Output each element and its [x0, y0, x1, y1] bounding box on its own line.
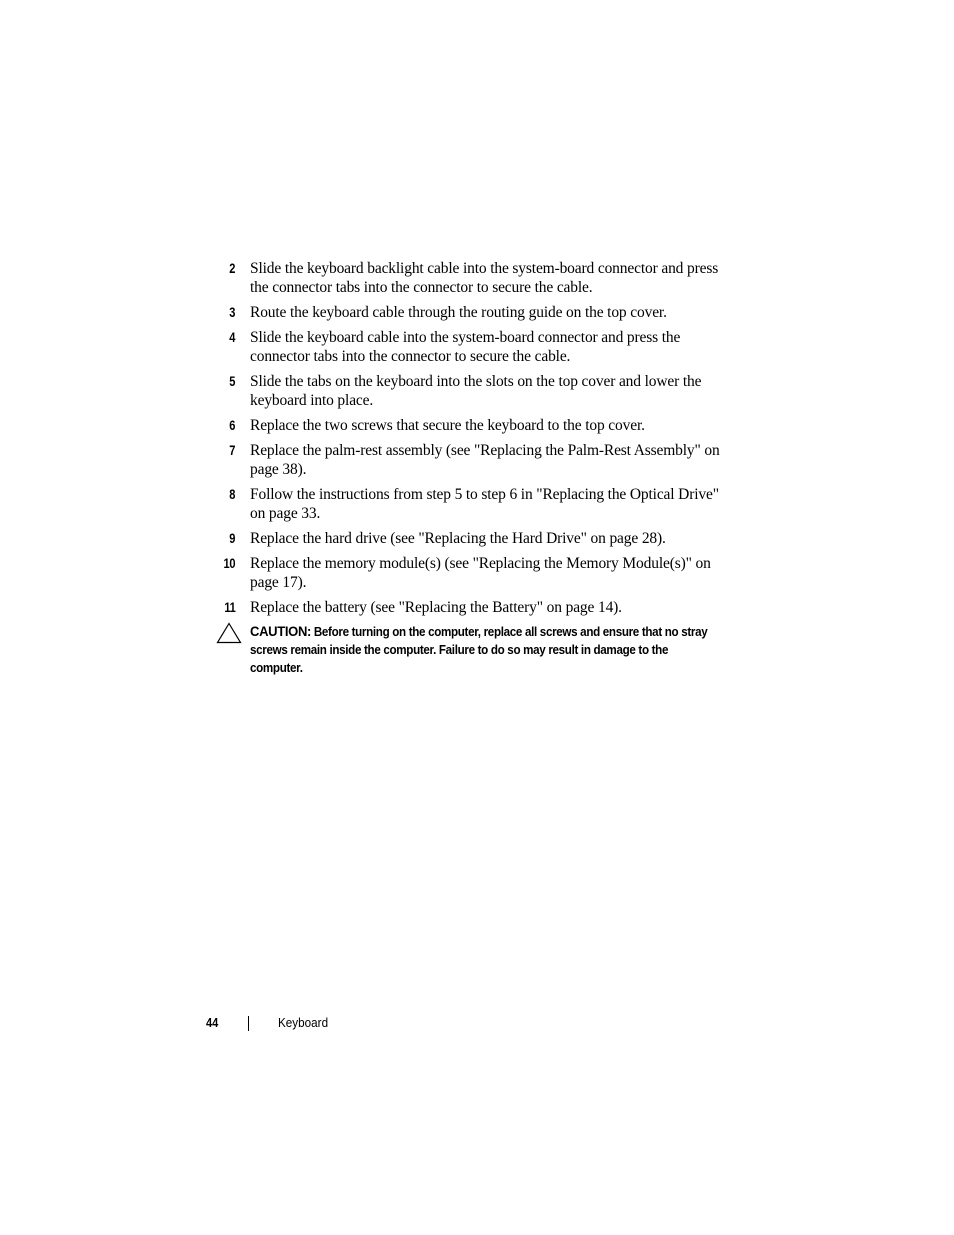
step-text: Replace the two screws that secure the keyboard to the top cover. — [250, 417, 645, 434]
step-text: Route the keyboard cable through the routing guide on the top cover. — [250, 304, 667, 321]
step-item — [0, 598, 954, 617]
chapter-title: Keyboard — [278, 1015, 329, 1030]
step-number: 5 — [229, 374, 235, 389]
caution-text-block — [250, 622, 715, 677]
page-footer — [0, 1013, 954, 1035]
step-number: 2 — [229, 261, 235, 276]
step-item — [0, 554, 954, 592]
step-number: 6 — [229, 418, 235, 433]
step-item — [0, 485, 954, 523]
step-text: Replace the memory module(s) (see "Replacing the Memory Module(s)" on page 17). — [250, 555, 711, 591]
page-number: 44 — [206, 1015, 219, 1030]
step-item — [0, 328, 954, 366]
caution-notice — [0, 622, 954, 677]
step-number: 11 — [223, 600, 235, 615]
step-text: Slide the keyboard cable into the system-board connector and press the connector tabs into the connector to secure the cable. — [250, 329, 681, 365]
step-item — [0, 372, 954, 410]
step-item — [0, 529, 954, 548]
footer-separator — [248, 1016, 249, 1031]
step-number: 8 — [229, 487, 235, 502]
step-number: 9 — [229, 531, 235, 546]
step-text: Replace the battery (see "Replacing the Battery" on page 14). — [250, 599, 622, 616]
step-text: Replace the palm-rest assembly (see "Replacing the Palm-Rest Assembly" on page 38). — [250, 442, 720, 478]
caution-label: CAUTION: — [250, 623, 312, 639]
step-text: Follow the instructions from step 5 to step 6 in "Replacing the Optical Drive" on page 33. — [250, 486, 719, 522]
step-item — [0, 416, 954, 435]
step-number: 4 — [229, 330, 235, 345]
step-item — [0, 303, 954, 322]
caution-triangle-icon — [216, 622, 242, 644]
step-text: Slide the keyboard backlight cable into the system-board connector and press the connector tabs into the connector to secure the cable. — [250, 260, 719, 296]
step-text: Slide the tabs on the keyboard into the slots on the top cover and lower the keyboard into place. — [250, 373, 702, 409]
step-number: 3 — [229, 305, 235, 320]
step-number: 7 — [229, 443, 235, 458]
caution-message: Before turning on the computer, replace all screws and ensure that no stray screws remain inside the computer. Failure to do so may result in damage to the computer. — [250, 625, 708, 675]
step-item — [0, 259, 954, 297]
procedure-steps — [0, 259, 954, 623]
step-text: Replace the hard drive (see "Replacing the Hard Drive" on page 28). — [250, 530, 666, 547]
step-item — [0, 441, 954, 479]
step-number: 10 — [223, 556, 235, 571]
